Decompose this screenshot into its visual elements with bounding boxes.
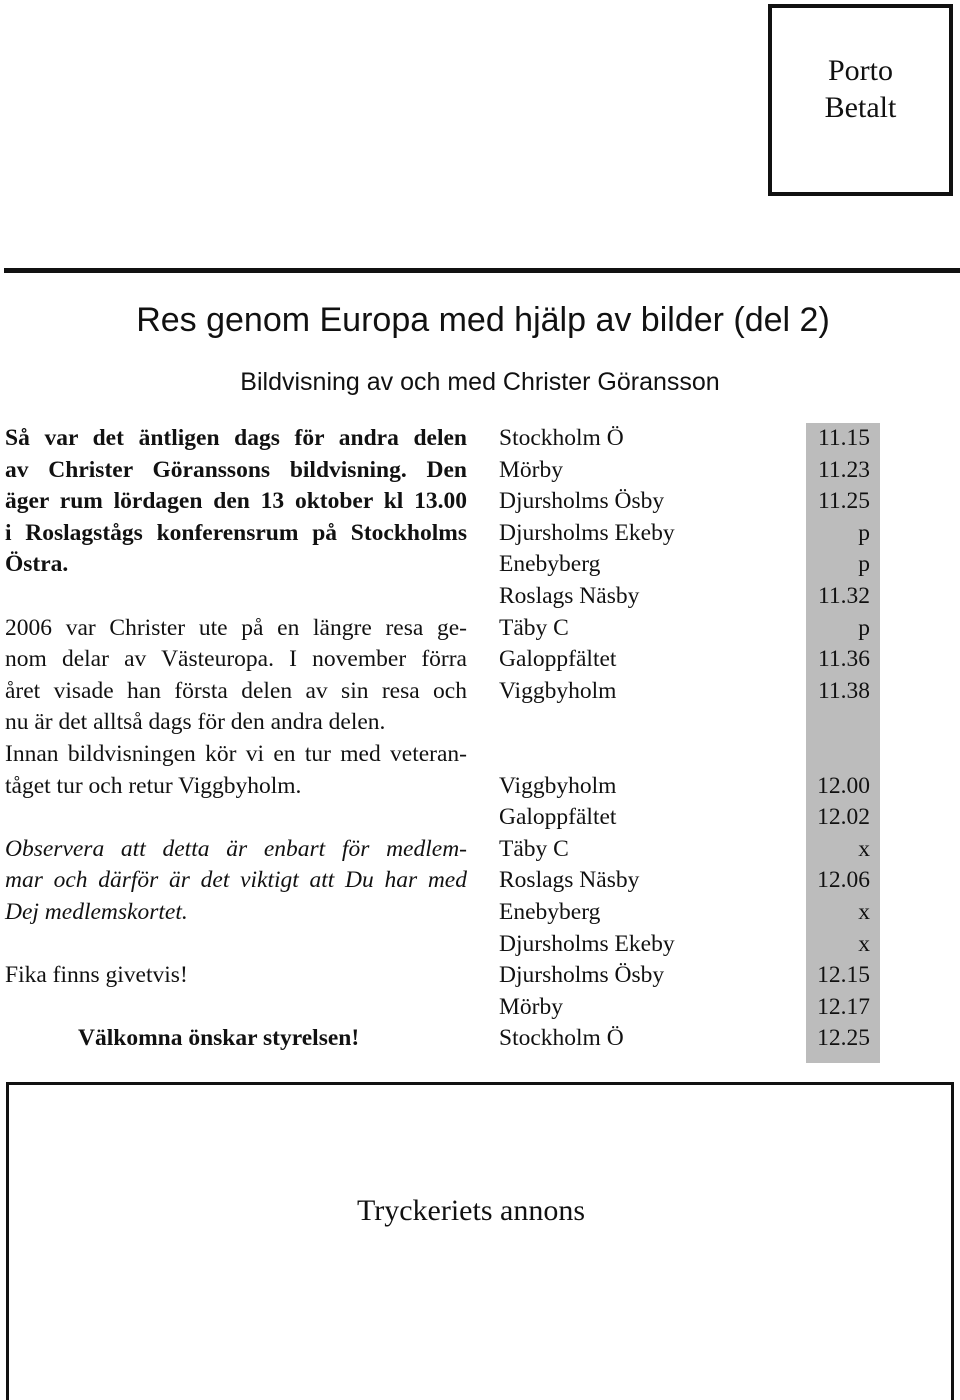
notice-line: mar och därför är det viktigt att Du har med bbox=[5, 867, 467, 894]
station-name: Viggbyholm bbox=[499, 677, 617, 704]
timetable-row bbox=[0, 992, 960, 1024]
page-subtitle: Bildvisning av och med Christer Göransson bbox=[240, 368, 720, 396]
departure-time: 11.36 bbox=[817, 646, 870, 673]
timetable-row bbox=[0, 549, 960, 581]
station-name: Täby C bbox=[499, 835, 569, 862]
trip-line: nu är det alltså dags för den andra delen. bbox=[5, 709, 386, 736]
trip-line: året visade han första delen av sin resa och bbox=[5, 677, 467, 704]
departure-time: 12.25 bbox=[817, 1025, 870, 1052]
fika-note: Fika finns givetvis! bbox=[5, 962, 188, 989]
timetable bbox=[0, 423, 960, 1063]
station-name: Stockholm Ö bbox=[499, 425, 624, 451]
intro-line: av Christer Göranssons bildvisning. Den bbox=[5, 456, 467, 483]
timetable-row bbox=[0, 865, 960, 897]
timetable-row bbox=[0, 1023, 960, 1055]
station-name: Mörby bbox=[499, 993, 563, 1020]
departure-time: p bbox=[858, 519, 870, 546]
trip-line: tåget tur och retur Viggbyholm. bbox=[5, 772, 302, 799]
timetable-row bbox=[0, 423, 960, 455]
station-name: Djursholms Ekeby bbox=[499, 930, 675, 957]
departure-time: 12.06 bbox=[817, 867, 870, 894]
intro-line: i Roslagstågs konferensrum på Stockholms bbox=[5, 519, 467, 546]
timetable-row bbox=[0, 771, 960, 803]
station-name: Täby C bbox=[499, 614, 569, 641]
departure-time: 11.32 bbox=[817, 583, 870, 609]
departure-time: x bbox=[858, 899, 870, 925]
notice-line: Dej medlemskortet. bbox=[5, 898, 188, 925]
page-title: Res genom Europa med hjälp av bilder (del 2) bbox=[136, 301, 830, 339]
departure-time: 12.00 bbox=[817, 772, 870, 799]
departure-time: x bbox=[858, 930, 870, 957]
departure-time: 12.15 bbox=[817, 962, 870, 989]
timetable-row bbox=[0, 834, 960, 866]
timetable-row bbox=[0, 581, 960, 613]
postage-line-1: Porto bbox=[827, 54, 893, 87]
departure-time: 11.15 bbox=[817, 425, 870, 451]
intro-line: Östra. bbox=[5, 551, 69, 578]
timetable-row bbox=[0, 644, 960, 676]
departure-time: 11.38 bbox=[817, 677, 870, 704]
advert-box bbox=[6, 1082, 954, 1400]
intro-line: Så var det äntligen dags för andra delen bbox=[5, 425, 467, 451]
station-name: Roslags Näsby bbox=[499, 867, 640, 894]
welcome-signoff: Välkomna önskar styrelsen! bbox=[78, 1025, 360, 1052]
intro-line: äger rum lördagen den 13 oktober kl 13.00 bbox=[5, 488, 467, 515]
station-name: Djursholms Ösby bbox=[499, 488, 665, 515]
timetable-row bbox=[0, 613, 960, 645]
timetable-row bbox=[0, 897, 960, 929]
trip-line: 2006 var Christer ute på en längre resa ge- bbox=[5, 614, 467, 641]
timetable-row bbox=[0, 518, 960, 550]
departure-time: p bbox=[858, 551, 870, 578]
trip-line: Innan bildvisningen kör vi en tur med veteran- bbox=[5, 740, 467, 767]
station-name: Roslags Näsby bbox=[499, 583, 640, 609]
timetable-row bbox=[0, 929, 960, 961]
timetable-row bbox=[0, 455, 960, 487]
station-name: Enebyberg bbox=[499, 899, 601, 925]
departure-time: 11.23 bbox=[817, 456, 870, 483]
divider-rule bbox=[4, 268, 960, 273]
postage-paid-box bbox=[768, 4, 953, 196]
station-name: Djursholms Ösby bbox=[499, 962, 665, 989]
trip-line: nom delar av Västeuropa. I november förra bbox=[5, 646, 467, 673]
advert-label: Tryckeriets annons bbox=[356, 1194, 586, 1227]
postage-line-2: Betalt bbox=[824, 91, 897, 124]
station-name: Enebyberg bbox=[499, 551, 601, 578]
station-name: Galoppfältet bbox=[499, 804, 617, 831]
departure-time: p bbox=[858, 614, 870, 641]
notice-line: Observera att detta är enbart för medlem- bbox=[5, 835, 467, 862]
timetable-row bbox=[0, 960, 960, 992]
timetable-row bbox=[0, 486, 960, 518]
station-name: Stockholm Ö bbox=[499, 1025, 624, 1052]
station-name: Djursholms Ekeby bbox=[499, 519, 675, 546]
departure-time: x bbox=[858, 835, 870, 862]
departure-time: 12.02 bbox=[817, 804, 870, 831]
timetable-row bbox=[0, 802, 960, 834]
station-name: Galoppfältet bbox=[499, 646, 617, 673]
timetable-row bbox=[0, 676, 960, 708]
departure-time: 11.25 bbox=[817, 488, 870, 515]
station-name: Viggbyholm bbox=[499, 772, 617, 799]
departure-time: 12.17 bbox=[817, 993, 870, 1020]
station-name: Mörby bbox=[499, 456, 563, 483]
